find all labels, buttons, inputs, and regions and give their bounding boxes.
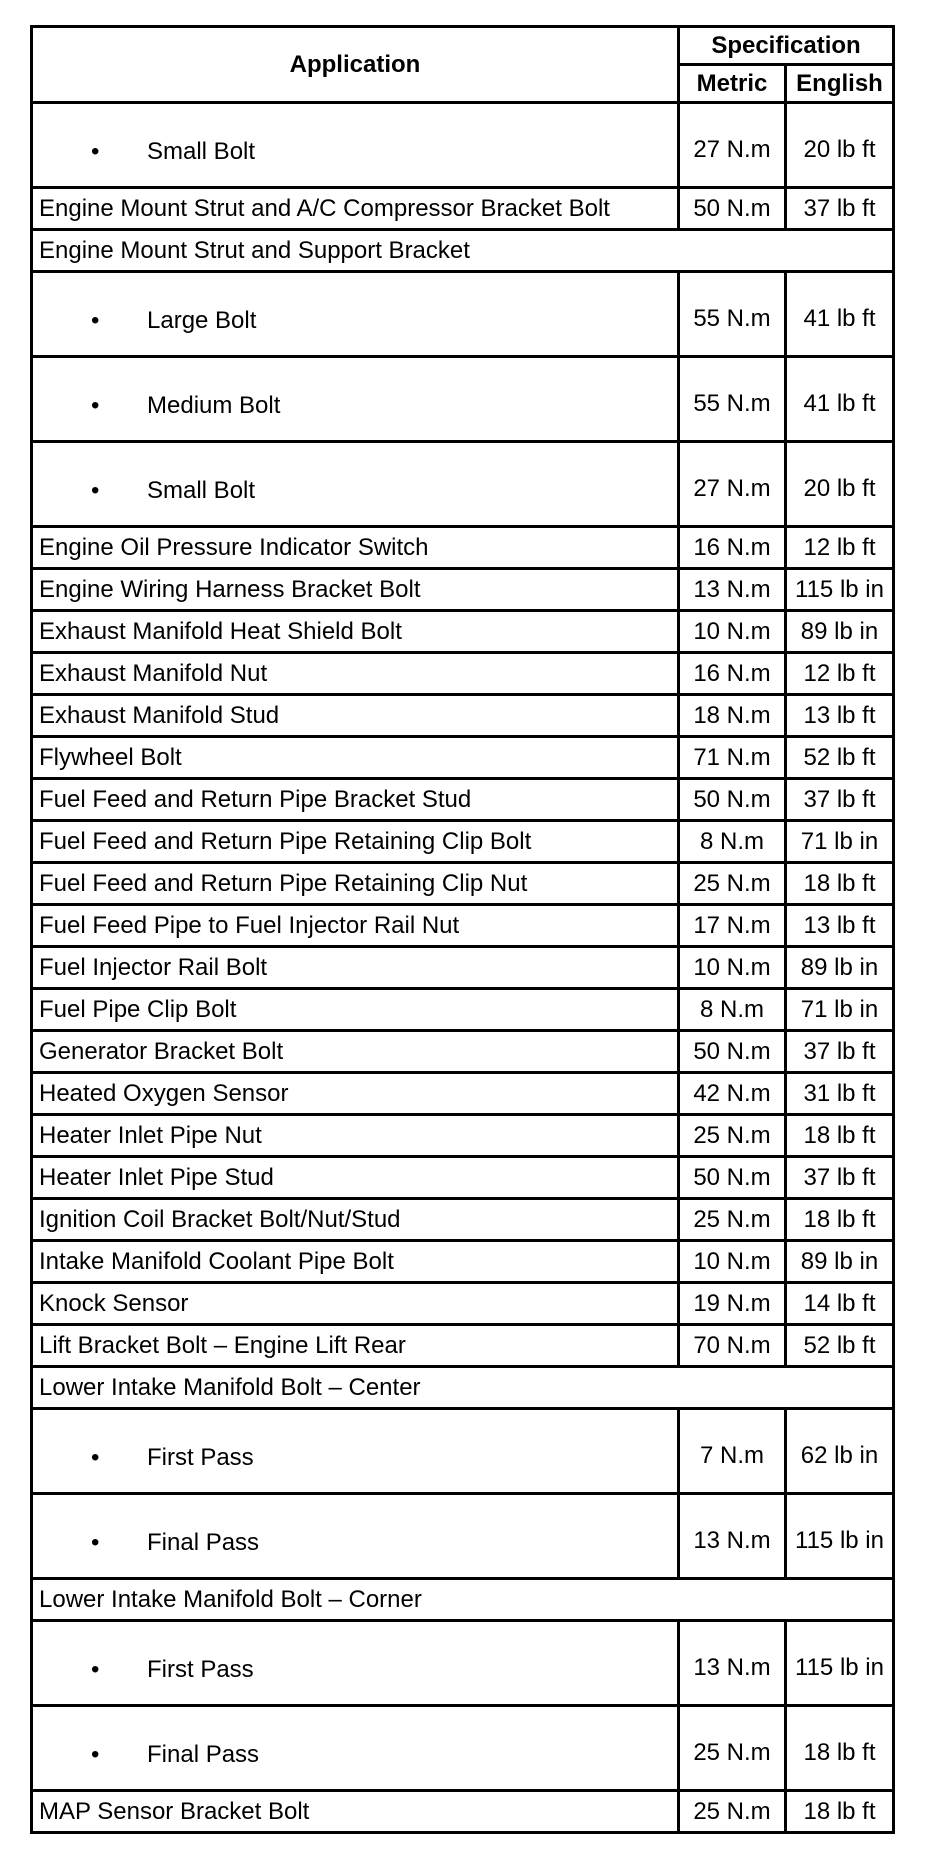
metric-value: 50 N.m — [679, 188, 786, 230]
english-value: 89 lb in — [786, 947, 894, 989]
application-cell: Exhaust Manifold Heat Shield Bolt — [32, 611, 679, 653]
english-value: 115 lb in — [786, 1494, 894, 1579]
english-value: 37 lb ft — [786, 779, 894, 821]
english-value: 12 lb ft — [786, 653, 894, 695]
application-cell — [32, 357, 679, 442]
table-row — [32, 188, 894, 230]
application-cell — [32, 1494, 679, 1579]
table-row — [32, 989, 894, 1031]
group-label: Engine Mount Strut and Support Bracket — [32, 230, 894, 272]
application-cell: Generator Bracket Bolt — [32, 1031, 679, 1073]
application-cell: Fuel Pipe Clip Bolt — [32, 989, 679, 1031]
table-row — [32, 653, 894, 695]
application-cell — [32, 442, 679, 527]
table-row — [32, 569, 894, 611]
table-row — [32, 947, 894, 989]
table-row — [32, 527, 894, 569]
application-cell: Fuel Feed and Return Pipe Bracket Stud — [32, 779, 679, 821]
table-row — [32, 357, 894, 442]
english-value: 18 lb ft — [786, 1706, 894, 1791]
metric-value: 16 N.m — [679, 653, 786, 695]
metric-value: 10 N.m — [679, 1241, 786, 1283]
english-value: 18 lb ft — [786, 1115, 894, 1157]
table-row — [32, 1621, 894, 1706]
table-row — [32, 1241, 894, 1283]
table-row — [32, 1409, 894, 1494]
english-value: 52 lb ft — [786, 737, 894, 779]
metric-value: 25 N.m — [679, 863, 786, 905]
table-body — [32, 103, 894, 1833]
application-cell: Intake Manifold Coolant Pipe Bolt — [32, 1241, 679, 1283]
english-value: 20 lb ft — [786, 442, 894, 527]
metric-value: 8 N.m — [679, 821, 786, 863]
english-value: 20 lb ft — [786, 103, 894, 188]
metric-value: 42 N.m — [679, 1073, 786, 1115]
metric-value: 13 N.m — [679, 1494, 786, 1579]
table-row — [32, 1283, 894, 1325]
metric-value: 25 N.m — [679, 1115, 786, 1157]
bullet-icon: • — [91, 138, 100, 165]
table-row — [32, 442, 894, 527]
metric-header: Metric — [679, 65, 786, 103]
application-cell: Exhaust Manifold Nut — [32, 653, 679, 695]
application-label: Small Bolt — [147, 477, 256, 504]
english-value: 13 lb ft — [786, 695, 894, 737]
application-cell: Lift Bracket Bolt – Engine Lift Rear — [32, 1325, 679, 1367]
metric-value: 17 N.m — [679, 905, 786, 947]
application-cell — [32, 1621, 679, 1706]
english-value: 41 lb ft — [786, 357, 894, 442]
application-cell: Flywheel Bolt — [32, 737, 679, 779]
metric-value: 10 N.m — [679, 611, 786, 653]
application-label: First Pass — [147, 1656, 254, 1683]
application-cell: Ignition Coil Bracket Bolt/Nut/Stud — [32, 1199, 679, 1241]
bullet-icon: • — [91, 1529, 100, 1556]
application-cell: MAP Sensor Bracket Bolt — [32, 1791, 679, 1833]
bullet-icon: • — [91, 307, 100, 334]
group-label: Lower Intake Manifold Bolt – Corner — [32, 1579, 894, 1621]
application-label: Large Bolt — [147, 307, 257, 334]
metric-value: 70 N.m — [679, 1325, 786, 1367]
table-row — [32, 1325, 894, 1367]
application-cell: Fuel Feed and Return Pipe Retaining Clip Bolt — [32, 821, 679, 863]
application-cell — [32, 1409, 679, 1494]
metric-value: 19 N.m — [679, 1283, 786, 1325]
table-header — [32, 27, 894, 103]
application-cell — [32, 1706, 679, 1791]
metric-value: 10 N.m — [679, 947, 786, 989]
table-row — [32, 611, 894, 653]
table-row — [32, 272, 894, 357]
torque-spec-table — [30, 25, 895, 1834]
english-value: 12 lb ft — [786, 527, 894, 569]
english-value: 115 lb in — [786, 569, 894, 611]
table-row — [32, 695, 894, 737]
table-row — [32, 737, 894, 779]
application-cell: Engine Oil Pressure Indicator Switch — [32, 527, 679, 569]
application-cell — [32, 103, 679, 188]
application-cell: Exhaust Manifold Stud — [32, 695, 679, 737]
metric-value: 18 N.m — [679, 695, 786, 737]
group-heading-row — [32, 1367, 894, 1409]
english-value: 115 lb in — [786, 1621, 894, 1706]
table-row — [32, 1199, 894, 1241]
bullet-icon: • — [91, 1741, 100, 1768]
application-header: Application — [32, 27, 679, 103]
application-label: Final Pass — [147, 1741, 260, 1768]
application-cell: Fuel Feed and Return Pipe Retaining Clip Nut — [32, 863, 679, 905]
metric-value: 13 N.m — [679, 1621, 786, 1706]
table-row — [32, 1115, 894, 1157]
table-row — [32, 103, 894, 188]
specification-header: Specification — [679, 27, 894, 65]
english-value: 18 lb ft — [786, 1791, 894, 1833]
metric-value: 16 N.m — [679, 527, 786, 569]
bullet-icon: • — [91, 1444, 100, 1471]
group-heading-row — [32, 1579, 894, 1621]
application-cell: Engine Wiring Harness Bracket Bolt — [32, 569, 679, 611]
metric-value: 8 N.m — [679, 989, 786, 1031]
group-heading-row — [32, 230, 894, 272]
application-cell: Heater Inlet Pipe Nut — [32, 1115, 679, 1157]
table-row — [32, 1031, 894, 1073]
english-value: 18 lb ft — [786, 1199, 894, 1241]
application-cell: Fuel Feed Pipe to Fuel Injector Rail Nut — [32, 905, 679, 947]
metric-value: 13 N.m — [679, 569, 786, 611]
application-cell: Knock Sensor — [32, 1283, 679, 1325]
table-row — [32, 1157, 894, 1199]
bullet-icon: • — [91, 1656, 100, 1683]
english-value: 14 lb ft — [786, 1283, 894, 1325]
metric-value: 50 N.m — [679, 779, 786, 821]
english-value: 71 lb in — [786, 821, 894, 863]
metric-value: 27 N.m — [679, 103, 786, 188]
english-value: 52 lb ft — [786, 1325, 894, 1367]
english-value: 13 lb ft — [786, 905, 894, 947]
table-row — [32, 821, 894, 863]
application-cell: Heated Oxygen Sensor — [32, 1073, 679, 1115]
metric-value: 55 N.m — [679, 272, 786, 357]
table-row — [32, 863, 894, 905]
english-value: 18 lb ft — [786, 863, 894, 905]
table-row — [32, 1791, 894, 1833]
english-value: 41 lb ft — [786, 272, 894, 357]
table-row — [32, 905, 894, 947]
metric-value: 25 N.m — [679, 1791, 786, 1833]
application-cell: Heater Inlet Pipe Stud — [32, 1157, 679, 1199]
metric-value: 55 N.m — [679, 357, 786, 442]
metric-value: 25 N.m — [679, 1706, 786, 1791]
metric-value: 25 N.m — [679, 1199, 786, 1241]
table-row — [32, 1494, 894, 1579]
english-value: 37 lb ft — [786, 1031, 894, 1073]
bullet-icon: • — [91, 392, 100, 419]
english-value: 62 lb in — [786, 1409, 894, 1494]
application-cell: Fuel Injector Rail Bolt — [32, 947, 679, 989]
english-header: English — [786, 65, 894, 103]
english-value: 89 lb in — [786, 1241, 894, 1283]
metric-value: 50 N.m — [679, 1031, 786, 1073]
application-label: Final Pass — [147, 1529, 260, 1556]
metric-value: 71 N.m — [679, 737, 786, 779]
application-label: Medium Bolt — [147, 392, 281, 419]
metric-value: 27 N.m — [679, 442, 786, 527]
metric-value: 50 N.m — [679, 1157, 786, 1199]
application-cell: Engine Mount Strut and A/C Compressor Bracket Bolt — [32, 188, 679, 230]
table-row — [32, 1706, 894, 1791]
application-label: Small Bolt — [147, 138, 256, 165]
application-cell — [32, 272, 679, 357]
metric-value: 7 N.m — [679, 1409, 786, 1494]
table-row — [32, 779, 894, 821]
group-label: Lower Intake Manifold Bolt – Center — [32, 1367, 894, 1409]
english-value: 37 lb ft — [786, 188, 894, 230]
english-value: 71 lb in — [786, 989, 894, 1031]
english-value: 37 lb ft — [786, 1157, 894, 1199]
table-row — [32, 1073, 894, 1115]
english-value: 89 lb in — [786, 611, 894, 653]
english-value: 31 lb ft — [786, 1073, 894, 1115]
bullet-icon: • — [91, 477, 100, 504]
application-label: First Pass — [147, 1444, 254, 1471]
